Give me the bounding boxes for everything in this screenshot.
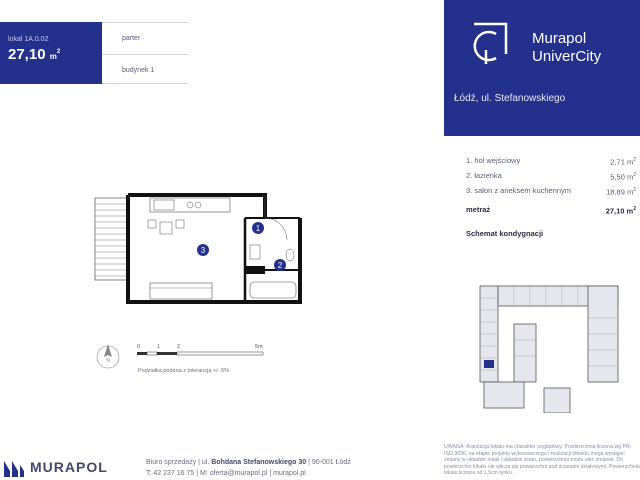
brand-name: Murapol UniverCity xyxy=(532,30,602,65)
unit-summary xyxy=(0,22,102,84)
room-row: 3. salon z aneksem kuchennym 18,89 $m^2$ xyxy=(466,186,636,197)
scale-tolerance-note: Podziałka podana z tolerancją +/- 5% xyxy=(138,368,229,374)
svg-text:0: 0 xyxy=(137,344,141,350)
north-arrow-icon xyxy=(97,344,119,368)
building-label: budynek 1 xyxy=(102,54,188,85)
balcony xyxy=(95,198,127,280)
unit-highlight xyxy=(484,360,494,368)
floor-label: parter xyxy=(122,35,141,42)
room-marker-2 xyxy=(274,259,286,271)
svg-text:3: 3 xyxy=(200,246,206,255)
murapol-univercity-logo xyxy=(466,20,514,68)
brand-panel xyxy=(444,0,640,136)
svg-text:5m: 5m xyxy=(255,344,263,350)
svg-text:1: 1 xyxy=(255,224,261,233)
room-row: 2. łazienka 5,50 $m^2$ xyxy=(466,171,636,182)
floor-schema-title: Schemat kondygnacji xyxy=(466,229,544,238)
unit-number: lokal 1A.0.02 xyxy=(8,36,49,43)
scale-bar xyxy=(95,340,275,380)
disclaimer-note: UWAGA: Aranżacja lokalu ma charakter poglądowy. Powierzchnia liczona wg PN-ISO 9836, na etapie projektu wykonawczego i realizacji obiektu mogą wystąpić zmiany w układzie lokali i układzie ścian, powierzchnia może ulec zmianie. Do powierzchni lokalu nie wlicza się powierzchni pod ścianami działowymi. Powierzchnia lokalu liczona od 1,5cm tynku. xyxy=(444,444,640,477)
sales-office-contact: Biuro sprzedaży | ul. Bohdana Stefanowskiego 30 | 90-001 Łódź T: 42 237 16 75 | M: oferta@murapol.pl | murapol.pl xyxy=(146,459,351,477)
svg-text:1: 1 xyxy=(157,344,161,350)
total-area-row: metraż 27,10 $m^2$ xyxy=(466,205,636,216)
floor-plan xyxy=(90,190,320,310)
svg-text:N: N xyxy=(106,358,110,364)
investment-address: Łódź, ul. Stefanowskiego xyxy=(454,93,566,104)
room-marker-3 xyxy=(197,244,209,256)
svg-text:2: 2 xyxy=(177,344,181,350)
room-list xyxy=(466,153,636,217)
murapol-mark-icon xyxy=(2,457,26,479)
floor-schema xyxy=(466,278,636,413)
room-marker-1 xyxy=(252,222,264,234)
svg-text:2: 2 xyxy=(277,261,283,270)
unit-location xyxy=(102,22,188,84)
murapol-footer-logo: MURAPOL xyxy=(0,456,130,480)
room-row: 1. hol wejściowy 2,71 $m^2$ xyxy=(466,156,636,167)
unit-area: 27,10 $m^2$ xyxy=(8,46,61,63)
